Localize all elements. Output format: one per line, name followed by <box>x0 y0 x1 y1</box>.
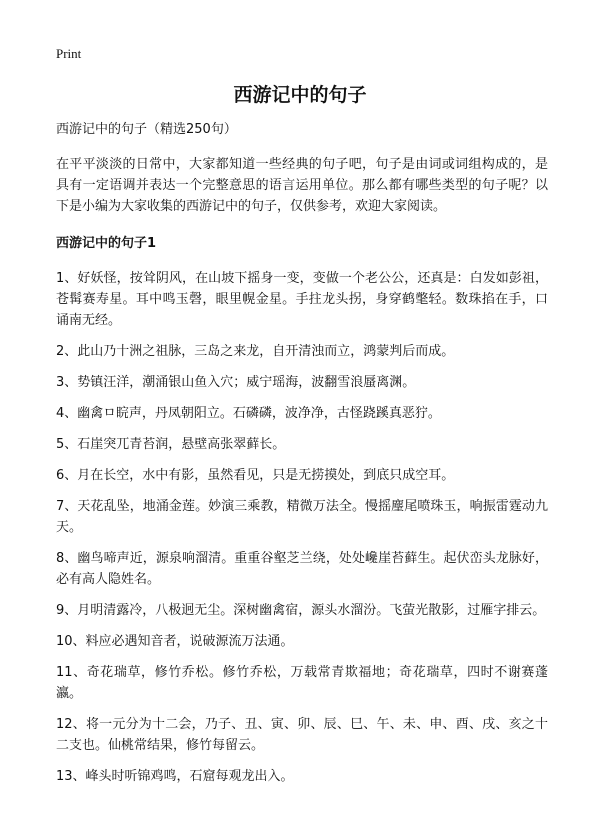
print-link[interactable]: Print <box>56 46 82 61</box>
list-item: 5、石崖突兀青苔润，悬壁高张翠藓长。 <box>56 437 286 452</box>
list-item: 9、月明清露冷，八极迥无尘。深树幽禽宿，源头水溜汾。飞萤光散影，过雁字排云。 <box>56 603 546 618</box>
list-item: 13、峰头时听锦鸡鸣，石窟每观龙出入。 <box>56 769 294 784</box>
article-body <box>56 119 548 797</box>
list-item: 4、幽禽ㅁ睆声，丹凤朝阳立。石磷磷，波净净，古怪跷蹊真恶狞。 <box>56 406 441 421</box>
list-item: 12、将一元分为十二会，乃子、丑、寅、卯、辰、巳、午、未、申、酉、戌、亥之十二支也。仙桃常结果，修竹每留云。 <box>56 717 548 753</box>
list-item: 6、月在长空，水中有影，虽然看见，只是无捞摸处，到底只成空耳。 <box>56 468 455 483</box>
list-item: 1、好妖怪，按耸阴风，在山坡下摇身一变，变做一个老公公，还真是：白发如彭祖，苍髯赛寿星。耳中鸣玉磬，眼里幌金星。手拄龙头拐，身穿鹤氅轻。数珠掐在手，口诵南无经。 <box>56 271 548 328</box>
list-item: 3、势镇汪洋，潮涌银山鱼入穴；威宁瑶海，波翻雪浪蜃离渊。 <box>56 375 416 390</box>
list-item: 8、幽鸟啼声近，源泉响溜清。重重谷壑芝兰绕，处处巉崖苔藓生。起伏峦头龙脉好，必有高人隐姓名。 <box>56 551 548 587</box>
list-item: 10、料应必遇知音者，说破源流万法通。 <box>56 634 294 649</box>
page-title: 西游记中的句子 <box>233 84 367 106</box>
list-item: 7、天花乱坠，地涌金莲。妙演三乘教，精微万法全。慢摇麈尾喷珠玉，响振雷霆动九天。 <box>56 499 548 535</box>
section-heading: 西游记中的句子1 <box>56 236 157 251</box>
list-item: 11、奇花瑞草，修竹乔松。修竹乔松，万载常青欺福地；奇花瑞草，四时不谢赛蓬瀛。 <box>56 665 548 701</box>
intro-paragraph: 在平平淡淡的日常中，大家都知道一些经典的句子吧，句子是由词或词组构成的，是具有一定语调并表达一个完整意思的语言运用单位。那么都有哪些类型的句子呢？以下是小编为大家收集的西游记中的句子，仅供参考，欢迎大家阅读。 <box>56 157 548 214</box>
article-subtitle: 西游记中的句子（精选250句） <box>56 122 237 137</box>
list-item: 2、此山乃十洲之祖脉，三岛之来龙，自开清浊而立，鸿蒙判后而成。 <box>56 344 455 359</box>
